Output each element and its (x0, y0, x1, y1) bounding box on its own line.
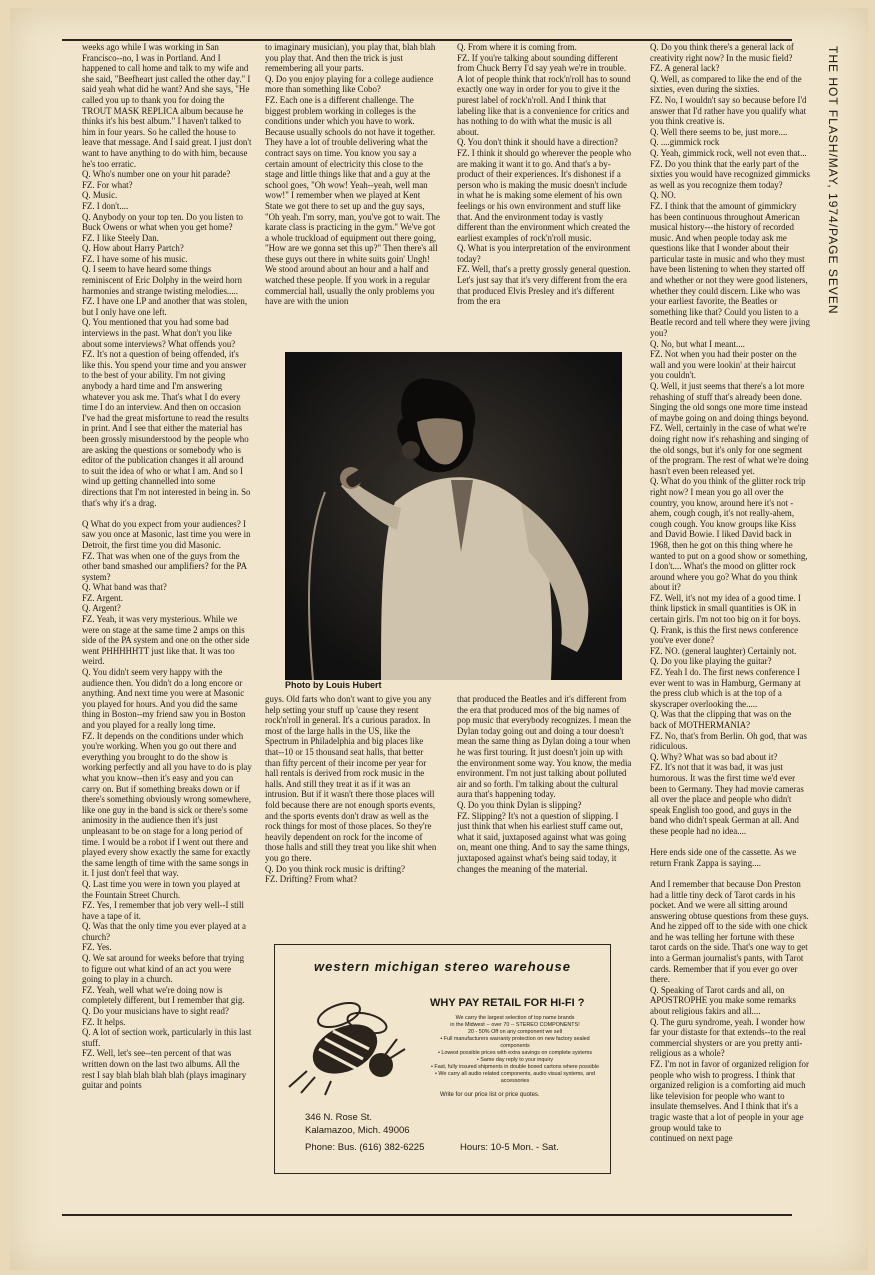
ad-line: 20 - 50% Off on any component we sell (468, 1029, 562, 1035)
ad-city: Kalamazoo, Mich. 49006 (305, 1125, 410, 1136)
ad-line: • We carry all audio related components, audio visual systems, and accessories (435, 1071, 595, 1084)
ad-phone: Phone: Bus. (616) 382-6225 (305, 1142, 425, 1153)
concert-photo (285, 352, 622, 680)
ad-hours: Hours: 10-5 Mon. - Sat. (460, 1142, 559, 1153)
column-4-text: Q. Do you think there's a general lack of creativity right now? In the music field? FZ. A general lack? Q. Well, as compared to like the end of the sixties, even during the sixties. FZ. No, I wouldn't say so because before I'd answer that I'd rather have you qualify what you think creative is. Q. Well there seems to be, just more.... Q. ....gimmick rock Q. Yeah, gimmick rock, well not even that... FZ. Do you think that the early part of the sixties you would have recognized gimmicks as well as you recognize them today? Q. NO. FZ. I think that the amount of gimmickry has been continuous throughout American musical history---the history of recorded music. And when people today ask me questions like that I wonder about their particular taste in music and who they must have been listening to when they started off and whether or not they were good listeners, whether they could discern. Like who was your earliest favorite, the Beatles or something like that? Could you listen to a Beatle record and tell where they were jiving you? Q. No, but what I meant.... FZ. Not when you had their poster on the wall and you were lookin' at their haircut you couldn't. Q. Well, it just seems that there's a lot more rehashing of stuff that's already been done. Singing the old songs one more time instead of maybe going on and doing things beyond. FZ. Well, certainly in the case of what we're doing right now it's rehashing and singing of the old songs, but it's only for one segment of the program. The rest of what we're doing hasn't even been released yet. Q. What do you think of the glitter rock trip right now? I mean you go all over the country, you know, around here it's not -ahem, cough cough, it's not really-ahem, cough cough. You know groups like Kiss and David Bowie. I liked David back in 1968, then he got on this thing where he wanted to put on a good show or something, I don't.... What's the mood on glitter rock around where you go? What do you think about it? FZ. Well, it's not my idea of a good time. I think lipstick in small quantities is OK in certain girls. I'm not too big on it for boys. Q. Frank, is this the first news conference you've ever done? FZ. NO. (general laughter) Certainly not. Q. Do you like playing the guitar? FZ. Yeah I do. The first news conference I ever went to was in Hamburg, Germany at the press club which is at the top of a skyscraper overlooking the..... Q. Was that the clipping that was on the back of MOTHERMANIA? FZ. No, that's from Berlin. Oh god, that was ridiculous. Q. Why? What was so bad about it? FZ. It's not that it was bad, it was just humorous. It was the first time we'd ever been to Germany. They had movie cameras all over the place and people who didn't speak English too good, and guys in the band who didn't speak German at all. And these people had no idea.... Here ends side one of the cassette. As we return Frank Zappa is saying.... And I remember that because Don Preston had a little tiny deck of Tarot cards in his pocket. And we were all sitting around answering obtuse questions from these guys. And he zipped off to the side with one chick and he was telling her fortune with these tarot cards on the side. That's one way to get into a German journalist's pants, with Tarot cards. Remember that if you ever go over there. Q. Speaking of Tarot cards and all, on APOSTROPHE you make some remarks about religious fakirs and all.... Q. The guru syndrome, yeah. I wonder how far your distaste for that extends--to the real commercial shysters or are you pretty anti-religious as a whole? FZ. I'm not in favor of organized religion for people who wish to progress. I think that organized religion is a comforting aid much like television for people who want to insulate themselves. And I think that it's a tragic waste that a lot of people in your age group would take to continued on next page (650, 42, 810, 1144)
ad-street: 346 N. Rose St. (305, 1112, 373, 1123)
ad-line: • Lowest possible prices with extra savings on complete systems (437, 1050, 593, 1056)
column-2-bottom (265, 694, 440, 919)
ad-details (425, 1015, 605, 1085)
column-3-top-text: Q. From where it is coming from. FZ. If you're talking about sounding different from Chuck Berry I'd say yeah we're in trouble. A lot of people think that rock'n'roll has to sound exactly one way in order for you to give it the purest label of rock'n'roll. And I think that labeling like that is a convenience for critics and has nothing to do with what the music is all about. Q. You don't think it should have a direction? FZ. I think it should go wherever the people who are making it want it to go. And that's a by-product of their experiences. It's dishonest if a person who is making the music doesn't include in what he is making some element of his own feelings or his own environment and stuff like that. And the environment today is vastly different than the environment which created the earliest examples of rock'n'roll music. Q. What is you interpretation of the environment today? FZ. Well, that's a pretty grossly general question. Let's just say that it's very different from the era that produced Elvis Presley and it's different from the era (457, 42, 632, 307)
ad-line: • Full manufacturers warranty protection on new factory sealed components (440, 1036, 590, 1049)
ad-line: • Same day reply to your inquiry (476, 1057, 554, 1063)
column-1-text: weeks ago while I was working in San Francisco--no, I was in Portland. And I happened to call home and talk to my wife and she said, "Beefheart just called the other day." I said yeah what did he want? And she says, "He called you up to thank you for doing the TROUT MASK REPLICA album because he thinks it's his best album." I haven't talked to him in four years. So he called the house to leave that message. And I said great. I just don't want to have anything to do with him, because he's too erratic. Q. Who's number one on your hit parade? FZ. For what? Q. Music. FZ. I don't.... Q. Anybody on your top ten. Do you listen to Buck Owens or what when you get home? FZ. I like Steely Dan. Q. How about Harry Partch? FZ. I have some of his music. Q. I seem to have heard some things reminiscent of Eric Dolphy in the weird horn harmonies and strange twisting melodies..... FZ. I have one LP and another that was stolen, but I only have one left. Q. You mentioned that you had some bad interviews in the past. What don't you like about some interviews? What offends you? FZ. It's not a question of being offended, it's like this. You spend your time and you answer to the best of your ability. I'm not giving anybody a hard time and I'm answering whatever you ask me. That's what I do every time I do an interview. And then on occasion I've had the great misfortune to read the results in print. And I see that either the material has been grossly misunderstood by the people who are asking the questions or somebody who is editor of the publication changes it all around to suit the idea of who or what I am. And so I wind up getting channelled into some directions that I'm not interested in being in. So that's why it's a drag. Q What do you expect from your audiences? I saw you once at Masonic, last time you were in Detroit, the first time you did Masonic. FZ. That was when one of the guys from the other band smashed our amplifiers? for the PA system? Q. What band was that? FZ. Argent. Q. Argent? FZ. Yeah, it was very mysterious. While we were on stage at the same time 2 amps on this side of the PA system and one on the other side went PHHHHHTT just like that. It was too weird. Q. You didn't seem very happy with the audience then. You didn't do a long encore or anything. And next time you were at Masonic you played for hours. And you did the same thing in Boston--my friend saw you in Boston and you played for a really long time. FZ. It depends on the conditions under which you're working. When you go out there and everything you brought to do the show is working perfectly and all you have to do is play what you know--then it's easy and you can carry on. But if something breaks down or if there's something obviously wrong somewhere, like one guy in the band is sick or there's some animosity in the audience then it's just unpleasant to be on stage for a long period of time. I would be a robot if I went out there and played every show exactly the same for exactly the same length of time with the same songs in it. I just don't feel that way. Q. Last time you were in town you played at the Fountain Street Church. FZ. Yes, I remember that job very well--I still have a tape of it. Q. Was that the only time you ever played at a church? FZ. Yes. Q. We sat around for weeks before that trying to figure out what kind of an act you were going to play in a church. FZ. Yeah, well what we're doing now is completely different, but I remember that gig. Q. Do your musicians have to sight read? FZ. It helps. Q. A lot of section work, particularly in this last stuff. FZ. Well, let's see--ten percent of that was written down on the last two albums. All the rest I say blah blah blah blah (plays imaginary guitar and points (82, 42, 252, 1091)
column-4 (650, 42, 810, 1222)
page-header-text: THE HOT FLASH/MAY, 1974/PAGE SEVEN (826, 46, 840, 315)
bee-mascot-icon (285, 987, 415, 1102)
top-rule (62, 39, 792, 41)
page-header (826, 46, 846, 315)
column-3-top (457, 42, 632, 342)
column-3-bottom (457, 694, 632, 919)
stereo-warehouse-ad (274, 944, 611, 1174)
ad-write-line: Write for our price list or price quotes. (440, 1092, 540, 1098)
ad-headline: WHY PAY RETAIL FOR HI-FI ? (430, 997, 585, 1009)
ad-address (305, 1111, 410, 1137)
column-2-bottom-text: guys. Old farts who don't want to give you any help setting your stuff up 'cause they resent rock'n'roll in general. It's a curious paradox. In most of the large halls in the US, like the Spectrum in Philadelphia and big places like that--10 or 15 thousand seat halls, that better than fifty percent of their income per year for hall rentals is derived from rock music in the halls. And still they treat it as if it was an intrusion. But if it wasn't there those places will fold because there are not enough sports events, and the sports events don't draw as well as the rock things for most of those places. So they're heavily dependent on rock for the income of those halls and still they treat you like shit when you go there. Q. Do you think rock music is drifting? FZ. Drifting? From what? (265, 694, 437, 885)
ad-line: We carry the largest selection of top name brands (455, 1015, 575, 1021)
ad-line: in the Midwest -- over 70 -- STEREO COMPONENTS! (450, 1022, 580, 1028)
column-2-top-text: to imaginary musician), you play that, blah blah you play that. And then the trick is just remembering all your parts. Q. Do you enjoy playing for a college audience more than something like Cobo? FZ. Each one is a different challenge. The biggest problem working in colleges is the conditions under which you have to work. Because usually schools do not have it together. They have a lot of trouble delivering what the contract says on time. You know you say a certain amount of electricity this close to the stage and little things like that and a guy at the school goes, "Oh wow! Yeah--yeah, well man wow!" I remember when we played at Kent State we got there to set up and the guy says, "Oh yeah. I'm sorry, man, you've got to wait. The karate class is practicing in the gym." We've got a whole truckload of equipment out there going, "How are we gonna set this up?" Then there's all these guys out there in white suits goin' Ungh! We stood around about an hour and a half and watched these people. If you work in a regular commercial hall, usually the only problems you have are with the union (265, 42, 440, 307)
column-1 (82, 42, 252, 1212)
ad-line: • Fast, fully insured shipments in double boxed cartons where possible (431, 1064, 599, 1070)
column-3-bottom-text: that produced the Beatles and it's different from the era that produced mos of the big names of pop music that everybody recognizes. I mean the Dylan today going out and doing a tour doesn't mean the same thing as Dylan doing a tour when he was first touring. It just doesn't join up with the environment some way. You know, the media environment. I'm not just talking about polluted air and so forth. I'm talking about the cultural aura that's happening today. Q. Do you think Dylan is slipping? FZ. Slipping? It's not a question of slipping. I just think that when his earliest stuff came out, what it said, juxtaposed against what was going on, meant one thing. And to say the same things, juxtaposed against what's being said today, it changes the meaning of the material. (457, 694, 632, 874)
column-2-top (265, 42, 440, 342)
ad-brand: western michigan stereo warehouse (314, 959, 571, 974)
photo-caption: Photo by Louis Hubert (285, 680, 382, 690)
